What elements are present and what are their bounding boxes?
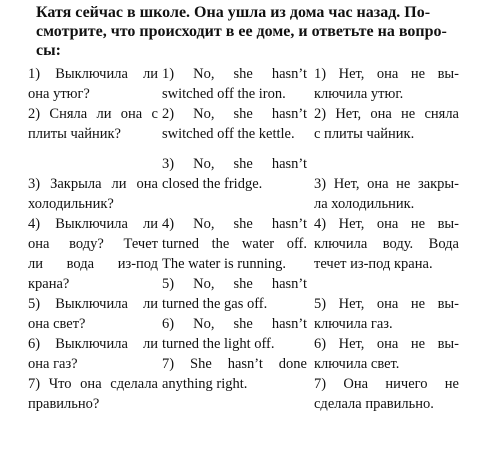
- question-3: [28, 174, 158, 214]
- answer-7-line-1: 7) She hasn’t done: [162, 356, 307, 372]
- translation-3-line-1: 3) Нет, она не закры-: [314, 176, 459, 192]
- answer-2-line-2: switched off the kettle.: [162, 126, 295, 142]
- translation-4-line-1: 4) Нет, она не вы-: [314, 216, 459, 232]
- answer-6-line-2: turned the light off.: [162, 336, 275, 352]
- answer-3-line-1: 3) No, she hasn’t: [162, 156, 307, 172]
- translation-5-line-2: ключила газ.: [314, 316, 393, 332]
- heading-line-3: сы:: [36, 42, 61, 59]
- answer-1-line-1: 1) No, she hasn’t: [162, 66, 307, 82]
- question-4-line-2: она воду? Течет: [28, 236, 158, 252]
- question-1-line-2: она утюг?: [28, 86, 90, 102]
- question-6-line-1: 6) Выключила ли: [28, 336, 158, 352]
- answer-2: [162, 104, 307, 144]
- translation-2-line-2: с плиты чайник.: [314, 126, 415, 142]
- translation-7-line-1: 7) Она ничего не: [314, 376, 459, 392]
- question-4-line-4: крана?: [28, 276, 70, 292]
- translation-1-line-1: 1) Нет, она не вы-: [314, 66, 459, 82]
- question-3-line-2: холодильник?: [28, 196, 114, 212]
- translation-6-line-2: ключила свет.: [314, 356, 400, 372]
- question-5: [28, 294, 158, 334]
- question-7-line-2: правильно?: [28, 396, 100, 412]
- answer-1-line-2: switched off the iron.: [162, 86, 286, 102]
- answer-7: [162, 354, 307, 394]
- answer-5-line-2: turned the gas off.: [162, 296, 268, 312]
- answer-5-line-1: 5) No, she hasn’t: [162, 276, 307, 292]
- translation-6: [314, 334, 459, 374]
- question-6: [28, 334, 158, 374]
- question-1: [28, 64, 158, 104]
- question-4-line-3: ли вода из-под: [28, 256, 158, 272]
- answer-6-line-1: 6) No, she hasn’t: [162, 316, 307, 332]
- question-7-line-1: 7) Что она сделала: [28, 376, 158, 392]
- question-5-line-2: она свет?: [28, 316, 86, 332]
- translation-4-line-2: ключила воду. Вода: [314, 236, 459, 252]
- translation-4-line-3: течет из-под крана.: [314, 256, 433, 272]
- answer-6: [162, 314, 307, 354]
- question-2-line-2: плиты чайник?: [28, 126, 121, 142]
- exercise-heading: [36, 3, 476, 60]
- translation-2: [314, 104, 459, 144]
- translation-2-line-1: 2) Нет, она не сняла: [314, 106, 459, 122]
- answer-4-line-2: turned the water off.: [162, 236, 307, 252]
- translation-1-line-2: ключила утюг.: [314, 86, 404, 102]
- question-4-line-1: 4) Выключила ли: [28, 216, 158, 232]
- translation-3-line-2: ла холодильник.: [314, 196, 415, 212]
- question-1-line-1: 1) Выключила ли: [28, 66, 158, 82]
- heading-line-1: Катя сейчас в школе. Она ушла из дома час назад. По-: [36, 4, 431, 21]
- answer-4-line-3: The water is running.: [162, 256, 287, 272]
- translation-3: [314, 174, 459, 214]
- question-6-line-2: она газ?: [28, 356, 78, 372]
- answer-1: [162, 64, 307, 104]
- question-2: [28, 104, 158, 144]
- translation-7: [314, 374, 459, 414]
- question-3-line-1: 3) Закрыла ли она: [28, 176, 158, 192]
- translation-6-line-1: 6) Нет, она не вы-: [314, 336, 459, 352]
- question-4: [28, 214, 158, 294]
- translation-1: [314, 64, 459, 104]
- heading-line-2: смотрите, что происходит в ее доме, и ответьте на вопро-: [36, 23, 447, 40]
- answer-5: [162, 274, 307, 314]
- translation-5: [314, 294, 459, 334]
- question-2-line-1: 2) Сняла ли она с: [28, 106, 158, 122]
- translation-7-line-2: сделала правильно.: [314, 396, 434, 412]
- question-7: [28, 374, 158, 414]
- translation-5-line-1: 5) Нет, она не вы-: [314, 296, 459, 312]
- answer-3: [162, 154, 307, 194]
- answer-3-line-2: closed the fridge.: [162, 176, 263, 192]
- answer-7-line-2: anything right.: [162, 376, 248, 392]
- answer-4-line-1: 4) No, she hasn’t: [162, 216, 307, 232]
- question-5-line-1: 5) Выключила ли: [28, 296, 158, 312]
- answer-4: [162, 214, 307, 274]
- answer-2-line-1: 2) No, she hasn’t: [162, 106, 307, 122]
- translation-4: [314, 214, 459, 274]
